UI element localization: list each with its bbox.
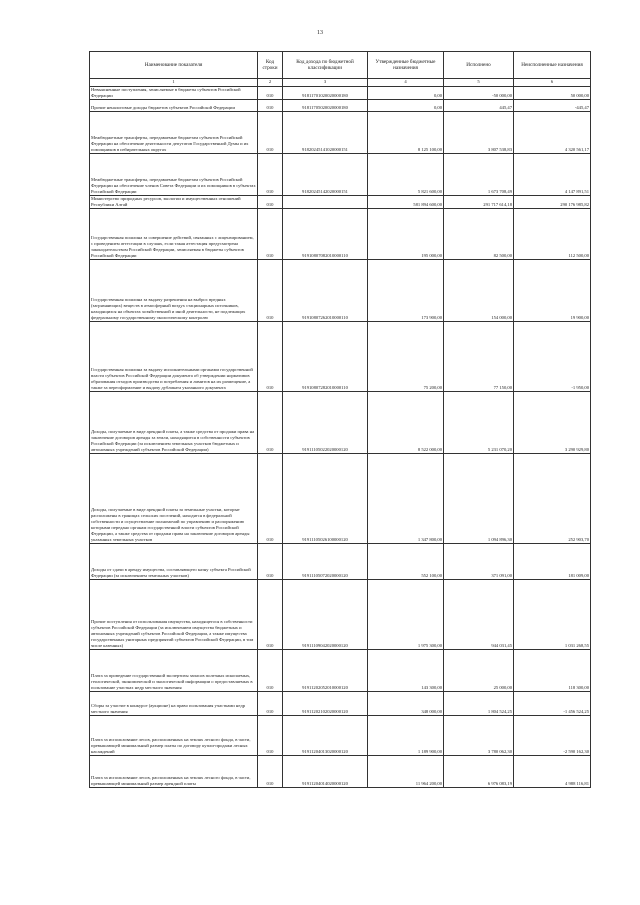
- header-name: Наименование показателя: [90, 52, 258, 79]
- table-row: [90, 112, 591, 154]
- row-approved: 173 900,00: [368, 260, 444, 322]
- row-class-code: 91811705020020000180: [283, 100, 368, 112]
- table-row: [90, 756, 591, 788]
- table-row: [90, 392, 591, 454]
- row-class-code: 91911204014020000120: [283, 756, 368, 788]
- row-executed: 77 150,00: [444, 322, 514, 392]
- row-name: Государственная пошлина за выдачу разрешения на выброс вредных (загрязняющих) веществ в атмосферный воздух стационарных источников, находящихся на объектах хозяйственной и иной деятельности, не подлежащих федеральному государственному экологическому контролю: [90, 260, 258, 322]
- row-class-code: 91811701020020000180: [283, 87, 368, 100]
- table-row: [90, 716, 591, 756]
- row-class-code: 91910807082010000110: [283, 209, 368, 260]
- row-executed: 371 091,00: [444, 544, 514, 580]
- row-executed: 6 976 083,19: [444, 756, 514, 788]
- header-executed: Исполнено: [444, 52, 514, 79]
- table-row: [90, 692, 591, 716]
- row-code: 010: [258, 196, 283, 209]
- row-approved: 0,00: [368, 100, 444, 112]
- row-executed: 1 094 896,30: [444, 454, 514, 544]
- row-remaining: 252 903,70: [514, 454, 591, 544]
- row-remaining: -445,47: [514, 100, 591, 112]
- table-row: [90, 580, 591, 650]
- row-approved: 1 975 300,00: [368, 580, 444, 650]
- table-row: [90, 87, 591, 100]
- table-row: [90, 650, 591, 692]
- row-class-code: 91910807262010000110: [283, 260, 368, 322]
- row-code: 010: [258, 544, 283, 580]
- row-name: Сборы за участие в конкурсе (аукционе) на право пользования участками недр местного значения: [90, 692, 258, 716]
- row-name: Плата за использование лесов, расположенных на землях лесного фонда, в части, превышающей минимальный размер арендной платы: [90, 756, 258, 788]
- row-executed: 5 231 070,20: [444, 392, 514, 454]
- row-executed: 944 031,45: [444, 580, 514, 650]
- row-code: 010: [258, 209, 283, 260]
- row-code: 010: [258, 756, 283, 788]
- row-code: 010: [258, 154, 283, 196]
- table-row: [90, 196, 591, 209]
- column-number: 3: [283, 79, 368, 87]
- row-approved: 143 300,00: [368, 650, 444, 692]
- row-executed: -50 000,00: [444, 87, 514, 100]
- row-approved: 195 000,00: [368, 209, 444, 260]
- row-remaining: -1 950,00: [514, 322, 591, 392]
- header-approved: Утвержденные бюджетные назначения: [368, 52, 444, 79]
- row-remaining: 1 031 268,55: [514, 580, 591, 650]
- row-class-code: 91820245142020000151: [283, 154, 368, 196]
- row-remaining: 290 176 985,82: [514, 196, 591, 209]
- row-executed: 291 717 614,18: [444, 196, 514, 209]
- table-row: [90, 100, 591, 112]
- row-approved: 1 347 800,00: [368, 454, 444, 544]
- row-remaining: -1 456 524,25: [514, 692, 591, 716]
- row-approved: 552 100,00: [368, 544, 444, 580]
- budget-execution-table: [89, 51, 591, 788]
- row-executed: 3 780 062,30: [444, 716, 514, 756]
- row-name: Плата за проведение государственной экспертизы запасов полезных ископаемых, геологической, экономической и экологической информации о предоставляемых в пользование участках недр местного значения: [90, 650, 258, 692]
- row-approved: 11 964 200,00: [368, 756, 444, 788]
- row-class-code: 91911202052010000120: [283, 650, 368, 692]
- table-row: [90, 322, 591, 392]
- column-number: 6: [514, 79, 591, 87]
- row-name: Доходы от сдачи в аренду имущества, составляющего казну субъекта Российской Федерации (за исключением земельных участков): [90, 544, 258, 580]
- row-executed: 82 500,00: [444, 209, 514, 260]
- row-executed: 154 000,00: [444, 260, 514, 322]
- row-name: Государственная пошлина за совершение действий, связанных с лицензированием, с проведением аттестации в случаях, если такая аттестация предусмотрена законодательством Российской Федерации, зачисляемая в бюджеты субъектов Российской Федерации: [90, 209, 258, 260]
- row-remaining: 19 900,00: [514, 260, 591, 322]
- row-name: Доходы, получаемые в виде арендной платы, а также средства от продажи права на заключение договоров аренды за земли, находящиеся в собственности субъектов Российской Федерации (за исключением земельных участков бюджетных и автономных учреждений субъектов Российской Федерации): [90, 392, 258, 454]
- page-number: 13: [317, 30, 323, 36]
- row-remaining: -2 590 162,30: [514, 716, 591, 756]
- row-approved: 5 821 600,00: [368, 154, 444, 196]
- row-code: 010: [258, 716, 283, 756]
- row-code: 010: [258, 392, 283, 454]
- header-remaining: Неисполненные назначения: [514, 52, 591, 79]
- row-class-code: 91911109042020000120: [283, 580, 368, 650]
- row-approved: 348 000,00: [368, 692, 444, 716]
- column-number-row: [90, 79, 591, 87]
- row-approved: 75 200,00: [368, 322, 444, 392]
- row-name: Прочие неналоговые доходы бюджетов субъектов Российской Федерации: [90, 100, 258, 112]
- row-executed: 25 000,00: [444, 650, 514, 692]
- row-name: Межбюджетные трансферты, передаваемые бюджетам субъектов Российской Федерации на обеспечение деятельности депутатов Государственной Думы и их помощников в избирательных округах: [90, 112, 258, 154]
- row-approved: 8 125 100,00: [368, 112, 444, 154]
- row-remaining: 4 320 561,17: [514, 112, 591, 154]
- header-code: Код строки: [258, 52, 283, 79]
- row-approved: 581 894 600,00: [368, 196, 444, 209]
- table-row: [90, 544, 591, 580]
- column-number: 4: [368, 79, 444, 87]
- row-remaining: 118 300,00: [514, 650, 591, 692]
- row-class-code: 91911202102020000120: [283, 692, 368, 716]
- column-number: 1: [90, 79, 258, 87]
- row-remaining: 3 290 929,80: [514, 392, 591, 454]
- row-code: 010: [258, 112, 283, 154]
- row-executed: 1 673 708,49: [444, 154, 514, 196]
- row-class-code: 91910807282010000110: [283, 322, 368, 392]
- table-header-row: [90, 52, 591, 79]
- table-row: [90, 260, 591, 322]
- row-executed: 445,47: [444, 100, 514, 112]
- row-name: Прочие поступления от использования имущества, находящегося в собственности субъектов Российской Федерации (за исключением имущества бюджетных и автономных учреждений субъектов Российской Федерации, а также имущества государственных унитарных предприятий субъектов Российской Федерации, в том числе казенных): [90, 580, 258, 650]
- row-class-code: 91911105072020000120: [283, 544, 368, 580]
- row-name: Министерство природных ресурсов, экологии и имущественных отношений Республики Алтай: [90, 196, 258, 209]
- row-remaining: 112 500,00: [514, 209, 591, 260]
- row-code: 010: [258, 87, 283, 100]
- row-remaining: 4 147 891,51: [514, 154, 591, 196]
- row-code: 010: [258, 322, 283, 392]
- row-code: 010: [258, 100, 283, 112]
- row-class-code: 91911204013020000120: [283, 716, 368, 756]
- column-number: 5: [444, 79, 514, 87]
- row-approved: 8 522 000,00: [368, 392, 444, 454]
- row-code: 010: [258, 692, 283, 716]
- row-code: 010: [258, 454, 283, 544]
- row-code: 010: [258, 260, 283, 322]
- row-executed: 3 807 538,83: [444, 112, 514, 154]
- row-name: Государственная пошлина за выдачу исполнительными органами государственной власти субъектов Российской Федерации документа об утверждении нормативов образования отходов производства и потребления и лимитов на их размещение, а также за переоформление и выдачу дубликата указанного документа: [90, 322, 258, 392]
- table-row: [90, 209, 591, 260]
- row-class-code: 91911105026100000120: [283, 454, 368, 544]
- row-approved: 1 189 900,00: [368, 716, 444, 756]
- row-executed: 1 804 524,25: [444, 692, 514, 716]
- row-name: Межбюджетные трансферты, передаваемые бюджетам субъектов Российской Федерации на обеспечение членов Совета Федерации и их помощников в субъектах Российской Федерации: [90, 154, 258, 196]
- row-name: Доходы, получаемые в виде арендной платы за земельные участки, которые расположены в границах сельских поселений, находятся в федеральной собственности и осуществление полномочий по управлению и распоряжению которыми передано органам государственной власти субъектов Российской Федерации, а также средства от продажи права на заключение договоров аренды указанных земельных участков: [90, 454, 258, 544]
- table-row: [90, 154, 591, 196]
- row-remaining: 50 000,00: [514, 87, 591, 100]
- row-name: Плата за использование лесов, расположенных на землях лесного фонда, в части, превышающей минимальный размер платы по договору купли-продажи лесных насаждений: [90, 716, 258, 756]
- row-remaining: 181 009,00: [514, 544, 591, 580]
- table-row: [90, 454, 591, 544]
- row-approved: 0,00: [368, 87, 444, 100]
- row-name: Невыясненные поступления, зачисляемые в бюджеты субъектов Российской Федерации: [90, 87, 258, 100]
- column-number: 2: [258, 79, 283, 87]
- row-class-code: 91911105022020000120: [283, 392, 368, 454]
- header-class: Код дохода по бюджетной классификации: [283, 52, 368, 79]
- row-code: 010: [258, 580, 283, 650]
- row-code: 010: [258, 650, 283, 692]
- row-class-code: [283, 196, 368, 209]
- row-remaining: 4 988 116,81: [514, 756, 591, 788]
- row-class-code: 91820245141020000151: [283, 112, 368, 154]
